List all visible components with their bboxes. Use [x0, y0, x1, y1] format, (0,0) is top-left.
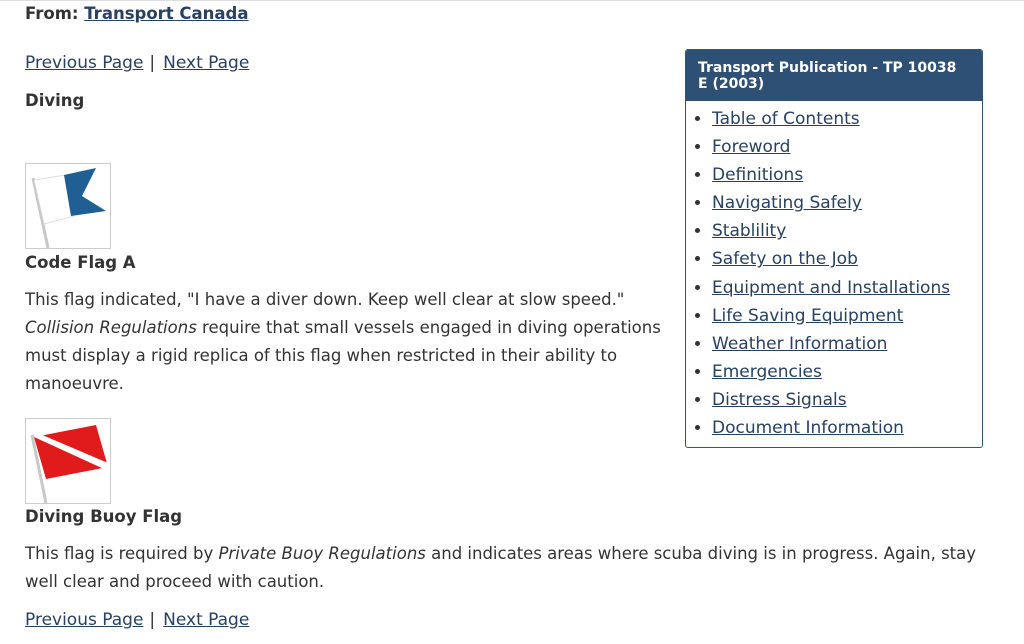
sidebar-item [712, 133, 982, 161]
top-divider [0, 0, 1024, 1]
sidebar-link-weather-information[interactable]: Weather Information [712, 333, 888, 354]
sidebar-title: Transport Publication - TP 10038 E (2003) [686, 50, 982, 101]
sidebar-link-safety-on-the-job[interactable]: Safety on the Job [712, 249, 858, 270]
pager-top [25, 53, 249, 73]
diving-buoy-text-1: This flag is required by [25, 544, 219, 563]
previous-page-link[interactable]: Previous Page [25, 53, 144, 73]
diving-buoy-text-2: and indicates areas where scuba diving is in progress. Again, stay well clear and proceed with caution. [25, 544, 977, 591]
previous-page-link[interactable]: Previous Page [25, 610, 144, 630]
pager-separator: | [149, 53, 156, 73]
sidebar-item [712, 105, 982, 133]
diving-buoy-flag-icon [26, 419, 110, 503]
sidebar-item [712, 302, 982, 330]
sidebar-item [712, 161, 982, 189]
sidebar-item [712, 274, 982, 302]
next-page-link[interactable]: Next Page [163, 53, 250, 73]
sidebar-link-navigating-safely[interactable]: Navigating Safely [712, 193, 862, 214]
source-line [25, 4, 249, 23]
sidebar-link-document-information[interactable]: Document Information [712, 418, 904, 439]
sidebar-item [712, 386, 982, 414]
transport-canada-link[interactable]: Transport Canada [84, 4, 249, 23]
sidebar-item [712, 245, 982, 273]
sidebar-link-distress-signals[interactable]: Distress Signals [712, 389, 847, 410]
sidebar-link-emergencies[interactable]: Emergencies [712, 361, 822, 382]
diving-buoy-flag-title: Diving Buoy Flag [25, 507, 183, 526]
code-flag-a-image [25, 163, 111, 249]
sidebar-link-foreword[interactable]: Foreword [712, 137, 791, 158]
sidebar-link-table-of-contents[interactable]: Table of Contents [712, 109, 860, 129]
sidebar-link-equipment-installations[interactable]: Equipment and Installations [712, 277, 951, 298]
sidebar-list [686, 101, 982, 442]
sidebar-link-stability[interactable]: Stablility [712, 221, 787, 242]
sidebar-item [712, 330, 982, 358]
private-buoy-regulations-term: Private Buoy Regulations [218, 544, 426, 563]
collision-regulations-term: Collision Regulations [25, 318, 197, 337]
pager-bottom [25, 610, 249, 630]
code-flag-a-description [25, 286, 675, 398]
pager-separator: | [149, 610, 156, 630]
source-label: From: [25, 4, 79, 23]
next-page-link[interactable]: Next Page [163, 610, 250, 630]
sidebar-item [712, 414, 982, 442]
code-flag-a-text-1: This flag indicated, "I have a diver down. Keep well clear at slow speed." [25, 290, 625, 309]
publication-sidebar [685, 49, 983, 448]
code-flag-a-title: Code Flag A [25, 253, 136, 272]
sidebar-link-life-saving-equipment[interactable]: Life Saving Equipment [712, 305, 904, 326]
diving-buoy-flag-image [25, 418, 111, 504]
sidebar-item [712, 189, 982, 217]
sidebar-link-definitions[interactable]: Definitions [712, 165, 804, 186]
sidebar-item [712, 217, 982, 245]
code-flag-a-text-2: require that small vessels engaged in diving operations must display a rigid replica of this flag when restricted in their ability to manoeuvre. [25, 318, 661, 393]
sidebar-item [712, 358, 982, 386]
diving-buoy-flag-description [25, 540, 985, 596]
code-flag-a-icon [26, 164, 110, 248]
section-title: Diving [25, 91, 85, 110]
